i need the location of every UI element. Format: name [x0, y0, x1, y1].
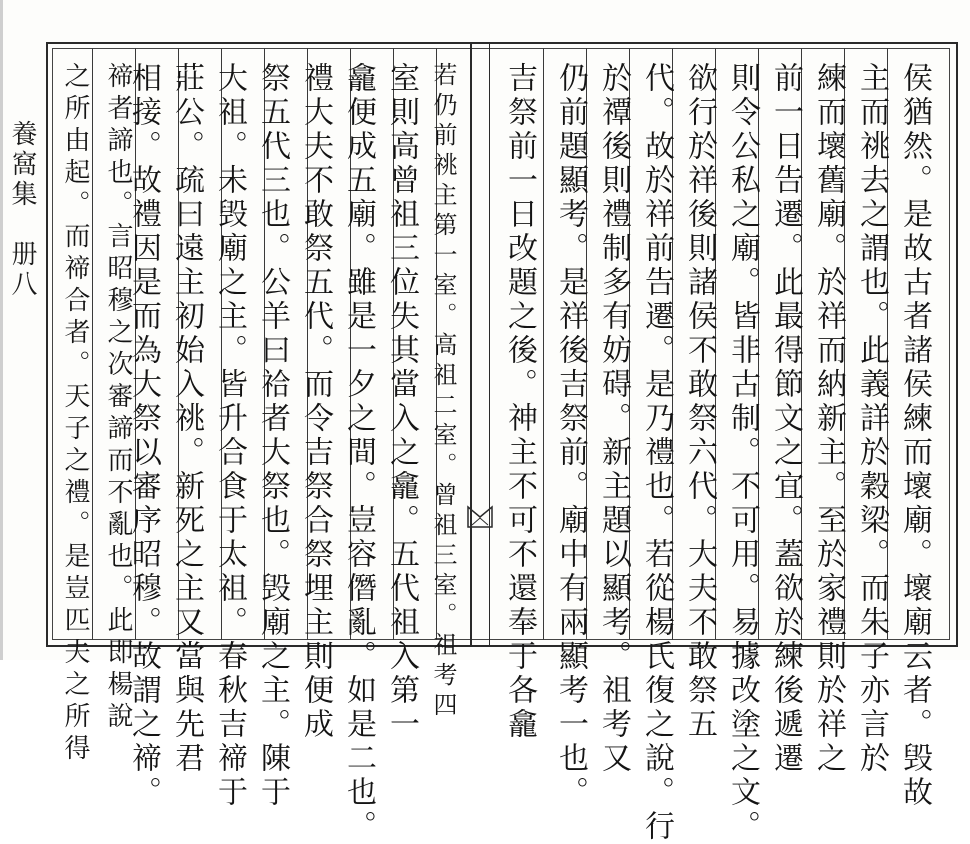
- text-column: 於禫後則禮制多有妨碍。新主題以顯考。祖考又: [596, 62, 631, 776]
- text-column: 室則高曾祖三位失其當入之龕。五代祖入第一: [384, 62, 419, 742]
- text-column: 禮大夫不敢祭五代。而令吉祭合祭埋主則便成: [298, 62, 333, 742]
- margin-title: 養窩集 册八: [7, 120, 37, 300]
- text-column: 吉祭前一日改題之後。神主不可不還奉于各龕: [502, 62, 537, 742]
- text-column: 練而壞舊廟。於祥而納新主。至於家禮則於祥之: [811, 62, 846, 776]
- text-column: 則令公私之廟。皆非古制。不可用。易據改塗之文。: [725, 62, 760, 844]
- text-column: 祭五代三也。公羊曰祫者大祭也。毁廟之主。陳于: [255, 62, 290, 810]
- text-column: 大祖。未毁廟之主。皆升合食于太祖。春秋吉禘于: [212, 62, 247, 810]
- text-column: 莊公。疏曰遠主初始入祧。新死之主又當與先君: [169, 62, 204, 776]
- text-column: 相接。故禮因是而為大祭以審序昭穆。故謂之禘。: [126, 62, 161, 810]
- text-column: 禘者諦也。言昭穆之次審諦而不亂也。此即楊說: [103, 62, 133, 734]
- text-column: 若仍前祧主第一室。高祖二室。曾祖三室。祖考四: [429, 62, 457, 722]
- text-column: 之所由起。而禘合者。天子之禮。是豈匹夫之所得: [60, 62, 90, 766]
- column-rule: [543, 48, 544, 640]
- center-fold: [470, 42, 490, 647]
- text-column: 侯猶然。是故古者諸侯練而壞廟。壞廟云者。毁故: [897, 62, 932, 810]
- text-column: 主而祧去之謂也。此義詳於穀梁。而朱子亦言於: [854, 62, 889, 776]
- text-column: 前一日告遷。此最得節文之宜。蓋欲於練後遞遷: [768, 62, 803, 776]
- fishtail-mark: [466, 505, 494, 529]
- text-column: 龕便成五廟。雖是一夕之間。豈容僭亂。如是二也。: [341, 62, 376, 844]
- text-column: 仍前題顯考。是祥後吉祭前。廟中有兩顯考一也。: [553, 62, 588, 810]
- text-column: 欲行於祥後則諸侯不敢祭六代。大夫不敢祭五: [682, 62, 717, 742]
- page-edge: [0, 0, 3, 660]
- text-column: 代。故於祥前告遷。是乃禮也。若從楊氏復之說。行: [639, 62, 674, 844]
